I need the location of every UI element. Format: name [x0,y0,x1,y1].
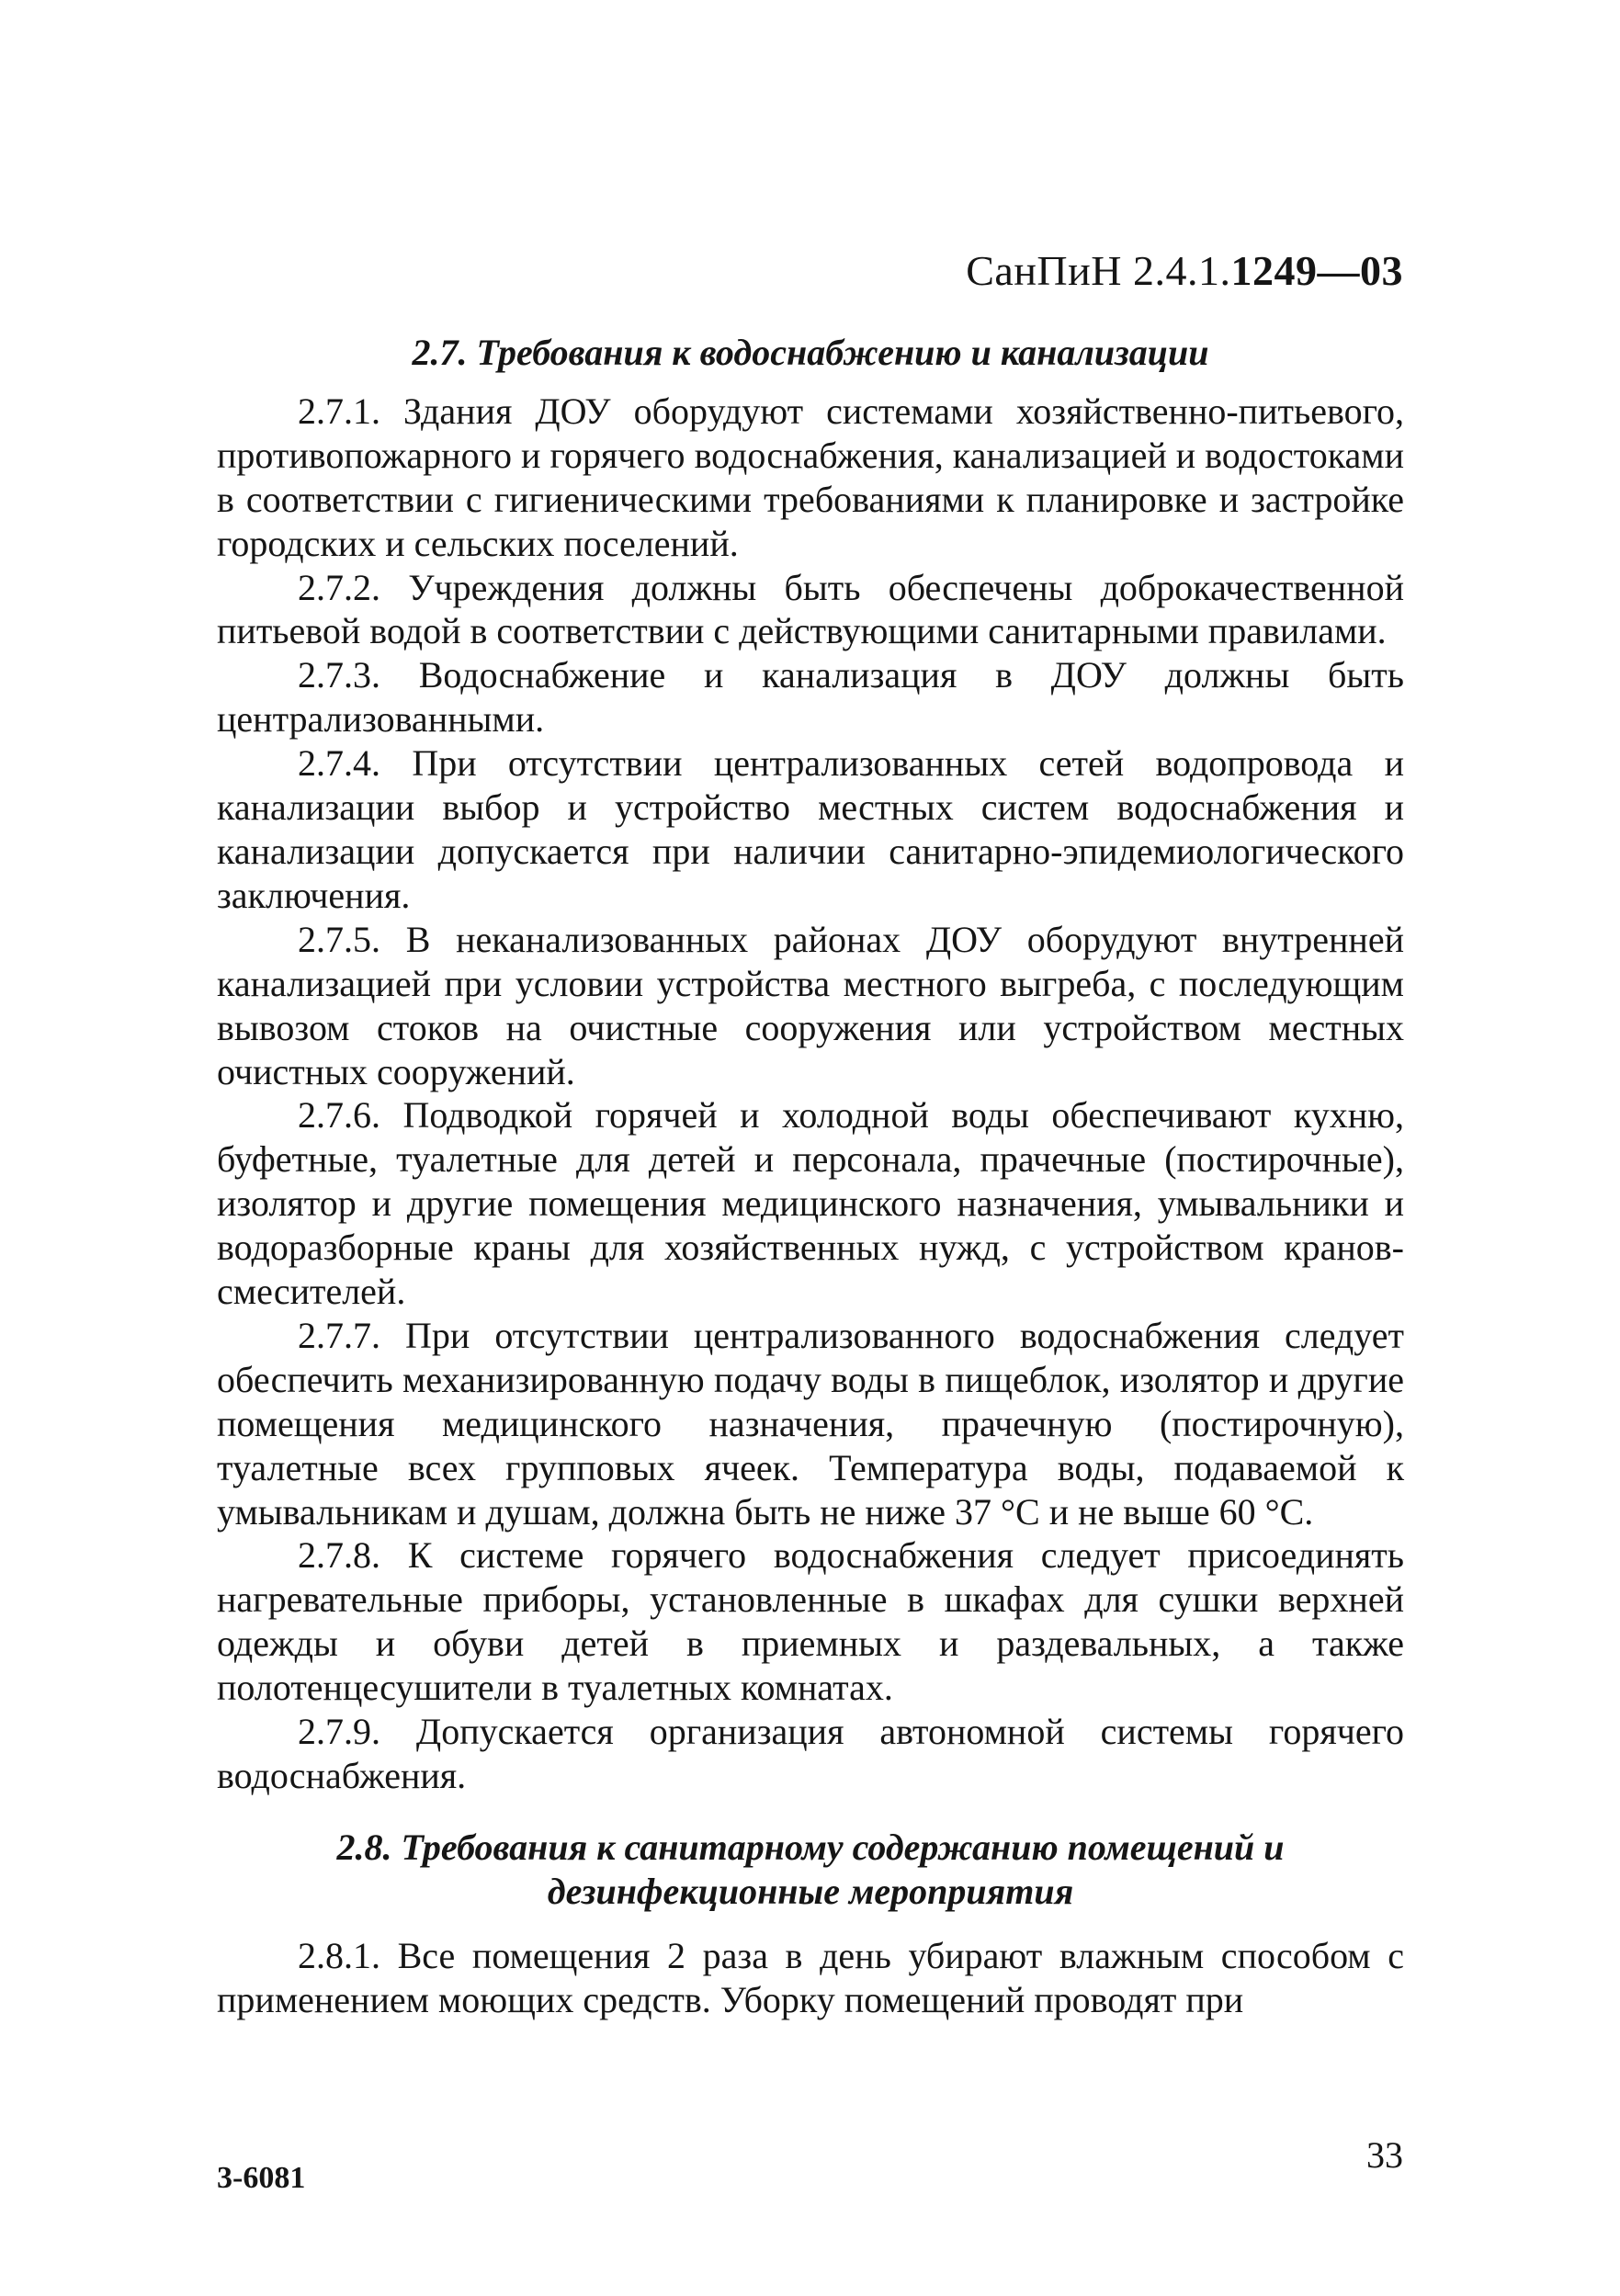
page-number: 33 [1366,2134,1403,2176]
paragraph-2-7-8: 2.7.8. К системе горячего водоснабжения следует присоединять нагревательные приборы, установленные в шкафах для сушки верхней одежды и обуви детей в приемных и раздевальных, а также полотенцесушители в туалетных комнатах. [217,1534,1404,1709]
print-code: 3-6081 [217,2161,306,2195]
paragraph-2-8-1: 2.8.1. Все помещения 2 раза в день убирают влажным способом с применением моющих средств. Уборку помещений проводят при [217,1934,1404,2020]
section-2-8-heading-line2: дезинфекционные мероприятия [547,1870,1074,1912]
paragraph-2-7-5: 2.7.5. В неканализованных районах ДОУ оборудуют внутренней канализацией при условии устройства местного выгреба, с последующим вывозом стоков на очистные сооружения или устройством местных очистных сооружений. [217,918,1404,1092]
paragraph-2-7-7: 2.7.7. При отсутствии централизованного водоснабжения следует обеспечить механизированную подачу воды в пищеблок, изолятор и другие помещения медицинского назначения, прачечную (постирочную), туалетные всех групповых ячеек. Температура воды, подаваемой к умывальникам и душам, должна быть не ниже 37 °С и не выше 60 °С. [217,1314,1404,1533]
header-number: 1249—03 [1230,247,1403,294]
paragraph-2-7-6: 2.7.6. Подводкой горячей и холодной воды обеспечивают кухню, буфетные, туалетные для детей и персонала, прачечные (постирочные), изолятор и другие помещения медицинского назначения, умывальники и водоразборные краны для хозяйственных нужд, с устройством кранов-смесителей. [217,1094,1404,1313]
document-body [217,331,1404,2022]
paragraph-2-7-9: 2.7.9. Допускается организация автономной системы горячего водоснабжения. [217,1711,1404,1796]
paragraph-2-7-1: 2.7.1. Здания ДОУ оборудуют системами хозяйственно-питьевого, противопожарного и горячего водоснабжения, канализацией и водостоками в соответствии с гигиеническими требованиями к планировке и застройке городских и сельских поселений. [217,390,1404,564]
section-2-7-heading: 2.7. Требования к водоснабжению и канализации [412,332,1209,373]
paragraph-2-7-4: 2.7.4. При отсутствии централизованных сетей водопровода и канализации выбор и устройство местных систем водоснабжения и канализации допускается при наличии санитарно-эпидемиологического заключения. [217,742,1404,916]
section-2-8-heading-line1: 2.8. Требования к санитарному содержанию помещений и [336,1826,1285,1868]
paragraph-2-7-2: 2.7.2. Учреждения должны быть обеспечены доброкачественной питьевой водой в соответствии с действующими санитарными правилами. [217,566,1404,652]
document-header [966,246,1403,295]
header-prefix: СанПиН 2.4.1. [966,247,1231,294]
section-2-8-heading [217,1826,1404,1914]
paragraph-2-7-3: 2.7.3. Водоснабжение и канализация в ДОУ должны быть централизованными. [217,654,1404,741]
